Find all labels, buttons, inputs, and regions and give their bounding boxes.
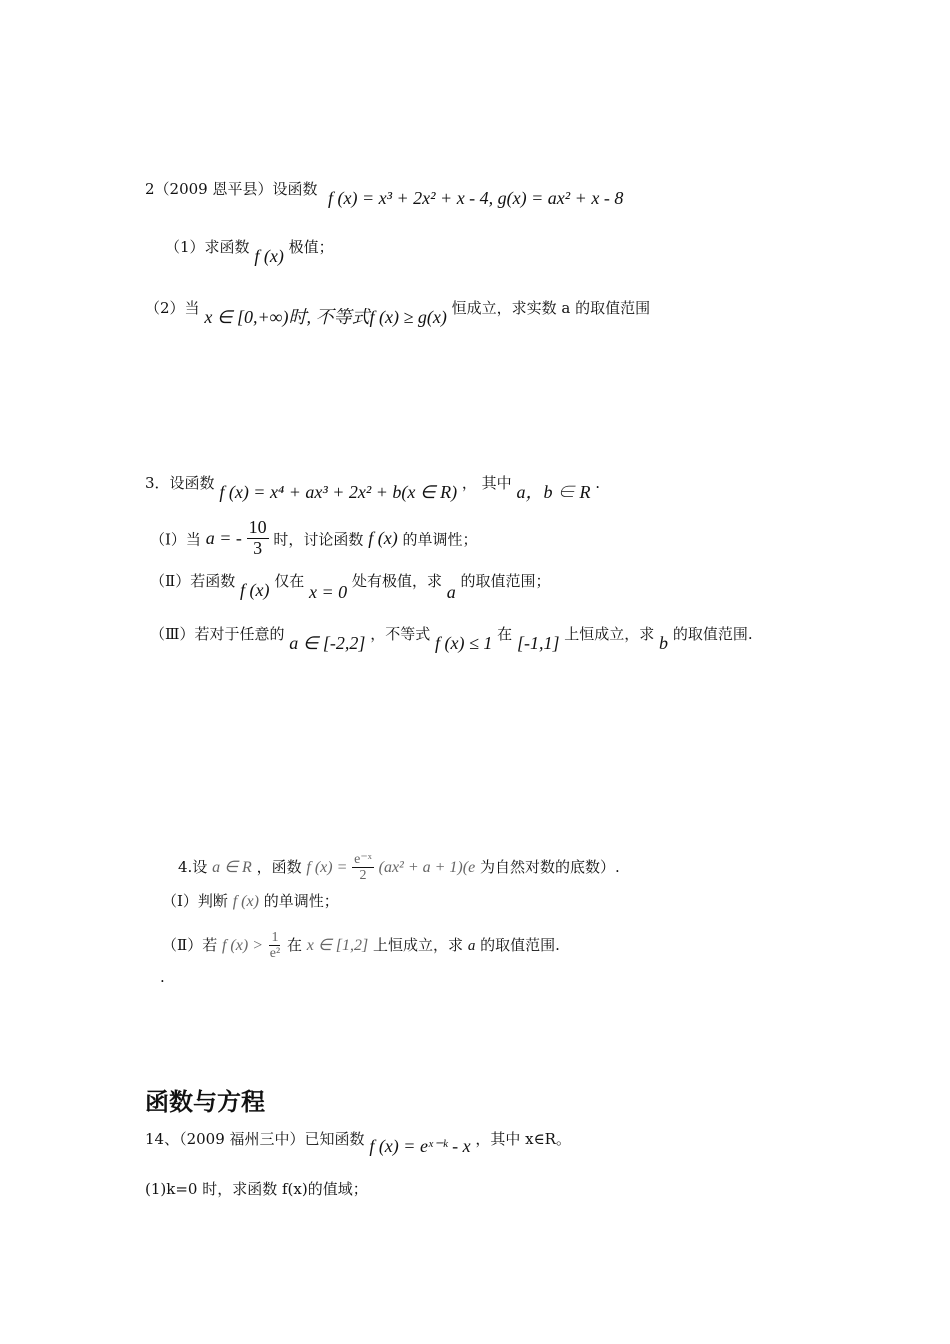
p3-ii-pre: （Ⅱ）若函数 — [150, 572, 236, 590]
p4-dot-text: . — [160, 968, 165, 986]
p3-part-i — [150, 517, 478, 561]
p3-formula: f (x) = x⁴ + ax³ + 2x² + b(x ∈ R) — [219, 482, 458, 502]
p4-i-pre: （Ⅰ）判断 — [162, 892, 228, 910]
p4-ii-f: f (x) > — [221, 936, 263, 954]
p3-mid: 其中 — [481, 474, 512, 492]
p4-mid: ，函数 — [256, 857, 302, 876]
p4-aR: a ∈ R — [212, 858, 252, 876]
p4-f-note: 为自然对数的底数）. — [479, 857, 620, 876]
p3-i-pre: （Ⅰ）当 — [150, 530, 201, 549]
p3-i-post: 时，讨论函数 — [273, 530, 364, 549]
p4-ii-fraction — [268, 930, 282, 962]
p2-q2 — [145, 297, 651, 327]
p4-f-den: 2 — [359, 868, 367, 884]
p14-post: ，其中 x∈R。 — [475, 1130, 571, 1148]
p3-intro-text: 3．设函数 — [145, 474, 215, 492]
p2-q2-pre: （2）当 — [145, 299, 200, 317]
p2-q1-f: f (x) — [254, 246, 284, 266]
p4-part-ii — [162, 930, 560, 962]
p3-i-fraction — [247, 518, 269, 559]
p3-iii-b: b — [659, 633, 669, 653]
p3-period: . — [595, 474, 601, 492]
p3-i-end: 的单调性； — [402, 530, 478, 549]
p14-q1-text: (1)k=0 时，求函数 f(x)的值域； — [145, 1180, 368, 1198]
p3-i-num: 10 — [248, 517, 267, 537]
p2-intro — [145, 180, 318, 198]
p2-q2-formula: x ∈ [0,+∞)时, 不等式f (x) ≥ g(x) — [204, 307, 447, 327]
p4-f-lhs: f (x) = — [306, 858, 348, 876]
p4-ii-mid2: 上恒成立，求 — [373, 935, 464, 954]
p4-part-i — [162, 892, 339, 911]
p3-part-ii — [150, 570, 551, 602]
p4-f-num: e⁻ˣ — [354, 852, 372, 867]
p2-q2-post: 恒成立，求实数 a 的取值范围 — [451, 299, 651, 317]
p4-ii-mid: 在 — [286, 935, 302, 954]
p14-formula: f (x) = eˣ⁻ᵏ - x — [369, 1136, 471, 1156]
p2-formula-text: f (x) = x³ + 2x² + x - 4, g(x) = ax² + x - 8 — [328, 188, 624, 208]
p3-ii-a: a — [446, 582, 456, 602]
p3-part-iii — [150, 623, 753, 653]
p4-ii-x: x ∈ [1,2] — [306, 936, 369, 954]
p3-iii-a: a ∈ [-2,2] — [289, 633, 366, 653]
p14-intro — [145, 1128, 571, 1156]
p3-ab: a，b ∈ R — [516, 482, 591, 502]
p4-fraction — [352, 852, 374, 884]
p2-formula — [328, 188, 623, 210]
p2-q1-pre: （1）求函数 — [165, 238, 250, 256]
p4-intro-text: 4.设 — [178, 857, 208, 876]
p3-iii-int: [-1,1] — [516, 633, 560, 653]
p4-ii-num: 1 — [271, 930, 279, 945]
p3-ii-end: 的取值范围； — [460, 572, 551, 590]
p14-intro-text: 14、（2009 福州三中）已知函数 — [145, 1130, 365, 1148]
p4-ii-pre: （Ⅱ）若 — [162, 935, 218, 954]
p14-q1 — [145, 1180, 368, 1198]
p2-q1 — [165, 236, 334, 266]
p4-ii-a: a — [467, 937, 476, 954]
p3-ii-x: x = 0 — [309, 582, 348, 602]
p3-intro — [145, 472, 601, 502]
section-heading: 函数与方程 — [145, 1088, 265, 1116]
p2-q1-post: 极值； — [288, 238, 334, 256]
p3-i-a: a = - — [205, 528, 242, 549]
p4-dot — [160, 968, 165, 986]
p3-ii-mid2: 处有极值，求 — [351, 572, 442, 590]
p3-iii-mid3: 上恒成立，求 — [564, 625, 655, 643]
p3-i-den: 3 — [253, 537, 263, 558]
p2-intro-text: 2（2009 恩平县）设函数 — [145, 180, 318, 198]
p3-iii-mid2: 在 — [497, 625, 513, 643]
p4-i-end: 的单调性； — [263, 892, 339, 910]
p4-i-f: f (x) — [232, 893, 259, 910]
p3-iii-f: f (x) ≤ 1 — [435, 633, 493, 653]
p4-intro — [178, 852, 620, 884]
p3-i-f: f (x) — [368, 528, 398, 549]
p3-iii-pre: （Ⅲ）若对于任意的 — [150, 625, 285, 643]
p3-ii-mid: 仅在 — [274, 572, 305, 590]
p4-f-rest: (ax² + a + 1)(e — [378, 858, 476, 876]
p3-comma: ， — [461, 474, 477, 492]
p4-ii-den: e² — [269, 946, 281, 962]
p3-ii-f: f (x) — [239, 580, 270, 600]
p3-iii-mid: ，不等式 — [370, 625, 431, 643]
p4-ii-end: 的取值范围. — [480, 935, 560, 954]
p3-iii-end: 的取值范围. — [672, 625, 753, 643]
